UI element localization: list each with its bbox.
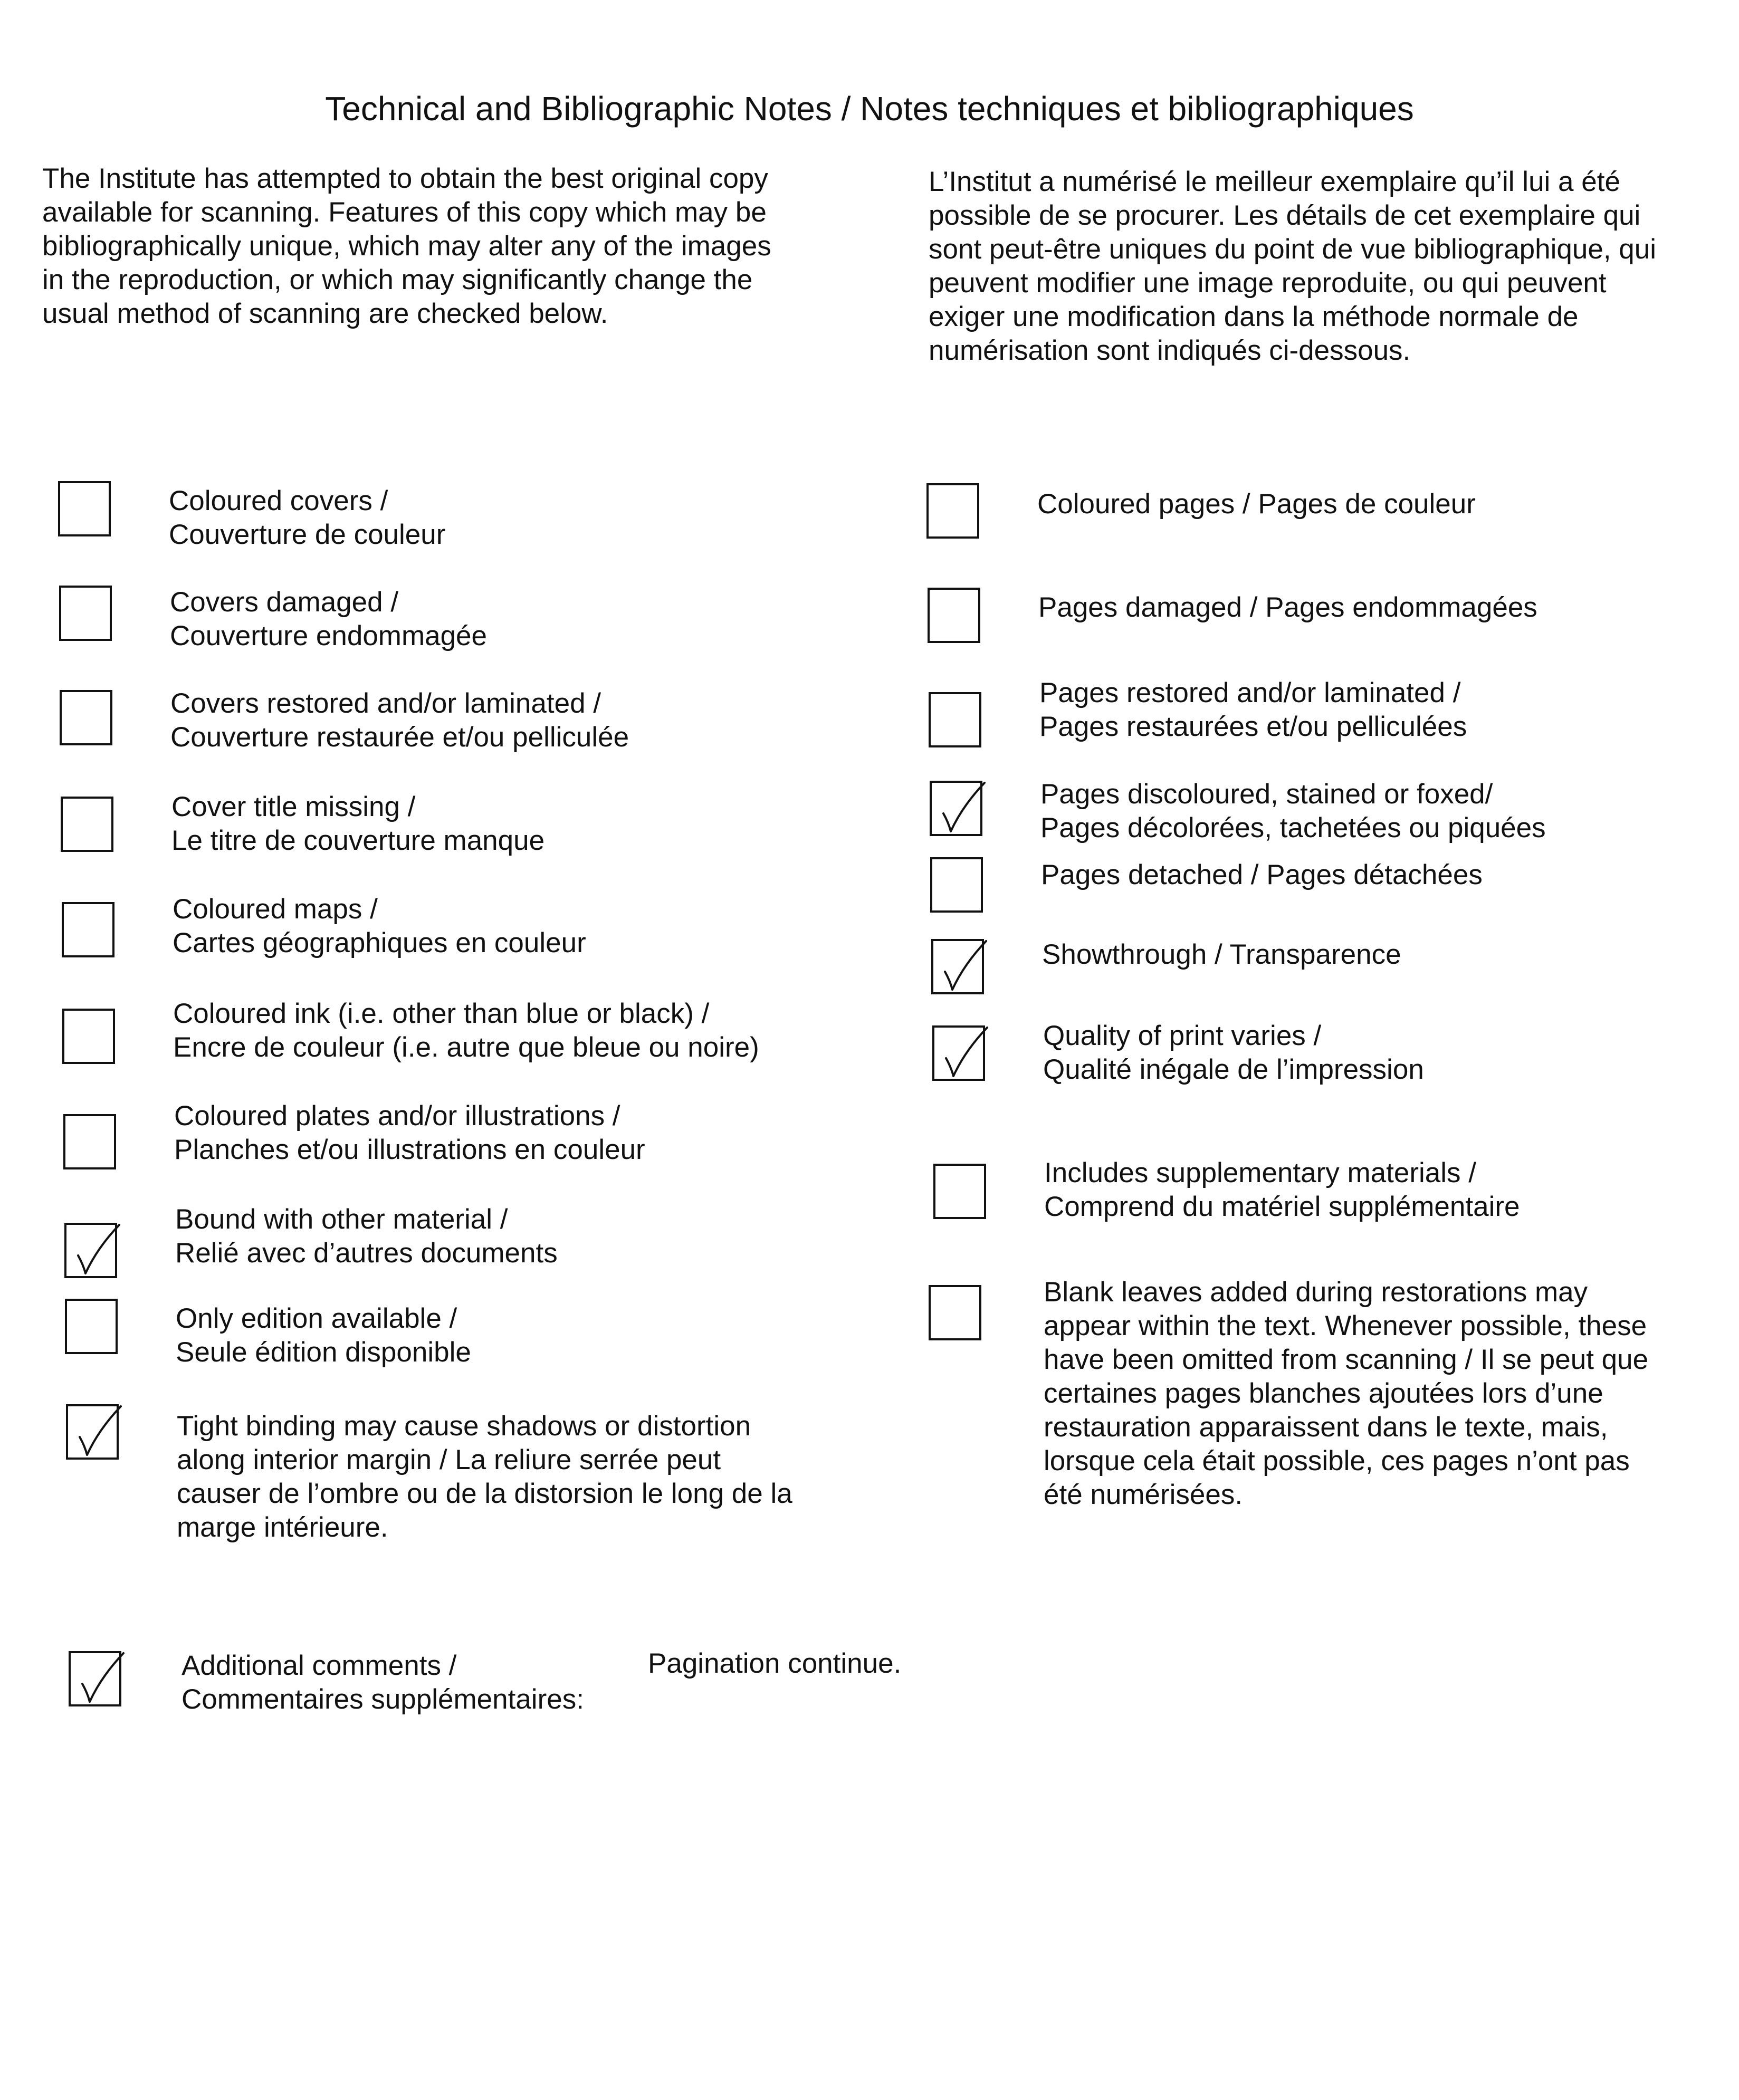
label-line: marge intérieure. — [177, 1512, 388, 1543]
label-line: lorsque cela était possible, ces pages n’ont pas — [1044, 1445, 1630, 1476]
check-mark-icon — [69, 1635, 127, 1714]
intro-line: exiger une modification dans la méthode normale de — [929, 301, 1579, 332]
label-line: Covers damaged / — [170, 587, 399, 618]
checkbox[interactable] — [59, 586, 112, 641]
item-label — [1037, 487, 1476, 521]
item-label — [1044, 1156, 1520, 1224]
checkbox[interactable] — [930, 857, 983, 913]
checkbox[interactable] — [65, 1299, 118, 1354]
intro-line: numérisation sont indiqués ci-dessous. — [929, 335, 1411, 366]
checkbox[interactable] — [64, 1223, 117, 1278]
item-label — [173, 997, 759, 1065]
checkbox[interactable] — [929, 692, 981, 747]
checkbox[interactable] — [61, 797, 113, 852]
label-line: appear within the text. Whenever possible, these — [1044, 1310, 1647, 1341]
item-label — [169, 484, 445, 552]
label-line: causer de l’ombre ou de la distorsion le long de la — [177, 1478, 792, 1509]
label-line: Cover title missing / — [171, 791, 416, 822]
item-label — [1042, 938, 1401, 972]
intro-line: sont peut-être uniques du point de vue bibliographique, qui — [929, 234, 1657, 265]
intro-french — [929, 165, 1656, 368]
label-line: Pages detached / Pages détachées — [1041, 859, 1483, 890]
label-line: Includes supplementary materials / — [1044, 1157, 1476, 1188]
checkbox[interactable] — [932, 1025, 985, 1081]
checkbox[interactable] — [62, 902, 114, 957]
label-line: Quality of print varies / — [1043, 1020, 1322, 1051]
label-line: Covers restored and/or laminated / — [170, 688, 601, 719]
check-mark-icon — [932, 1010, 990, 1089]
label-line: Qualité inégale de l’impression — [1043, 1054, 1424, 1085]
check-mark-icon — [64, 1207, 122, 1286]
label-line: Encre de couleur (i.e. autre que bleue ou noire) — [173, 1032, 759, 1063]
checkbox[interactable] — [62, 1009, 115, 1064]
item-label — [1041, 858, 1483, 892]
label-line: Couverture endommagée — [170, 620, 488, 651]
label-line: Coloured maps / — [173, 894, 378, 925]
checkbox[interactable] — [930, 781, 982, 836]
label-line: Pages damaged / Pages endommagées — [1038, 592, 1537, 623]
checkbox[interactable] — [933, 1164, 986, 1219]
item-label — [170, 687, 629, 754]
label-line: Bound with other material / — [175, 1204, 508, 1235]
check-mark-icon — [66, 1388, 124, 1468]
label-line: Seule édition disponible — [176, 1337, 471, 1368]
item-label — [1044, 1276, 1648, 1512]
intro-line: possible de se procurer. Les détails de cet exemplaire qui — [929, 200, 1641, 231]
label-line: restauration apparaissent dans le texte, mais, — [1044, 1412, 1608, 1443]
intro-line: in the reproduction, or which may significantly change the — [42, 264, 753, 295]
item-label — [173, 893, 586, 960]
checkbox[interactable] — [69, 1651, 121, 1706]
checkbox[interactable] — [929, 1285, 981, 1340]
label-line: Couverture de couleur — [169, 519, 446, 550]
label-line: Le titre de couverture manque — [171, 825, 545, 856]
checkbox[interactable] — [928, 588, 980, 643]
checkbox[interactable] — [63, 1114, 116, 1169]
label-line: Planches et/ou illustrations en couleur — [174, 1134, 645, 1165]
intro-line: usual method of scanning are checked below. — [42, 298, 608, 329]
checkbox[interactable] — [931, 939, 984, 994]
label-line: Couverture restaurée et/ou pelliculée — [170, 722, 629, 753]
item-label — [170, 586, 487, 653]
label-line: Pages discoloured, stained or foxed/ — [1040, 779, 1493, 810]
label-line: Only edition available / — [176, 1303, 457, 1334]
item-label — [1043, 1019, 1424, 1087]
item-label — [1038, 591, 1537, 625]
label-line: Showthrough / Transparence — [1042, 939, 1401, 970]
label-line: Commentaires supplémentaires: — [181, 1684, 584, 1715]
intro-line: The Institute has attempted to obtain the best original copy — [42, 163, 768, 194]
checkbox[interactable] — [66, 1404, 119, 1460]
intro-line: bibliographically unique, which may alter any of the images — [42, 231, 771, 262]
label-line: along interior margin / La reliure serrée peut — [177, 1444, 721, 1475]
item-label — [181, 1649, 584, 1717]
item-label — [174, 1099, 645, 1167]
page-title: Technical and Bibliographic Notes / Notes techniques et bibliographiques — [325, 90, 1414, 128]
intro-english — [42, 162, 771, 331]
label-line: été numérisées. — [1044, 1479, 1243, 1510]
label-line: have been omitted from scanning / Il se peut que — [1044, 1344, 1649, 1375]
label-line: Pages restaurées et/ou pelliculées — [1039, 711, 1467, 742]
label-line: Blank leaves added during restorations may — [1044, 1277, 1588, 1308]
label-line: Additional comments / — [181, 1650, 457, 1681]
label-line: Pages restored and/or laminated / — [1039, 677, 1461, 708]
checkbox[interactable] — [60, 690, 112, 745]
intro-line: peuvent modifier une image reproduite, ou qui peuvent — [929, 267, 1607, 299]
label-line: Pages décolorées, tachetées ou piquées — [1040, 812, 1546, 843]
item-label — [1039, 676, 1467, 744]
item-label — [175, 1203, 558, 1270]
checkbox[interactable] — [58, 481, 111, 536]
label-line: Cartes géographiques en couleur — [173, 927, 586, 958]
label-line: Coloured ink (i.e. other than blue or black) / — [173, 998, 710, 1029]
item-label — [177, 1409, 792, 1545]
intro-line: available for scanning. Features of this copy which may be — [42, 197, 767, 228]
label-line: Coloured plates and/or illustrations / — [174, 1100, 620, 1131]
comments-value: Pagination continue. — [648, 1648, 902, 1679]
check-mark-icon — [931, 923, 989, 1002]
intro-line: L’Institut a numérisé le meilleur exemplaire qu’il lui a été — [929, 166, 1620, 197]
check-mark-icon — [930, 765, 988, 844]
label-line: Relié avec d’autres documents — [175, 1238, 558, 1269]
label-line: Comprend du matériel supplémentaire — [1044, 1191, 1520, 1222]
checkbox[interactable] — [926, 483, 979, 539]
item-label — [1040, 778, 1546, 845]
label-line: Coloured covers / — [169, 485, 388, 516]
label-line: Tight binding may cause shadows or distortion — [177, 1411, 751, 1442]
label-line: certaines pages blanches ajoutées lors d’une — [1044, 1378, 1603, 1409]
label-line: Coloured pages / Pages de couleur — [1037, 488, 1476, 520]
item-label — [176, 1302, 471, 1369]
item-label — [171, 790, 544, 858]
